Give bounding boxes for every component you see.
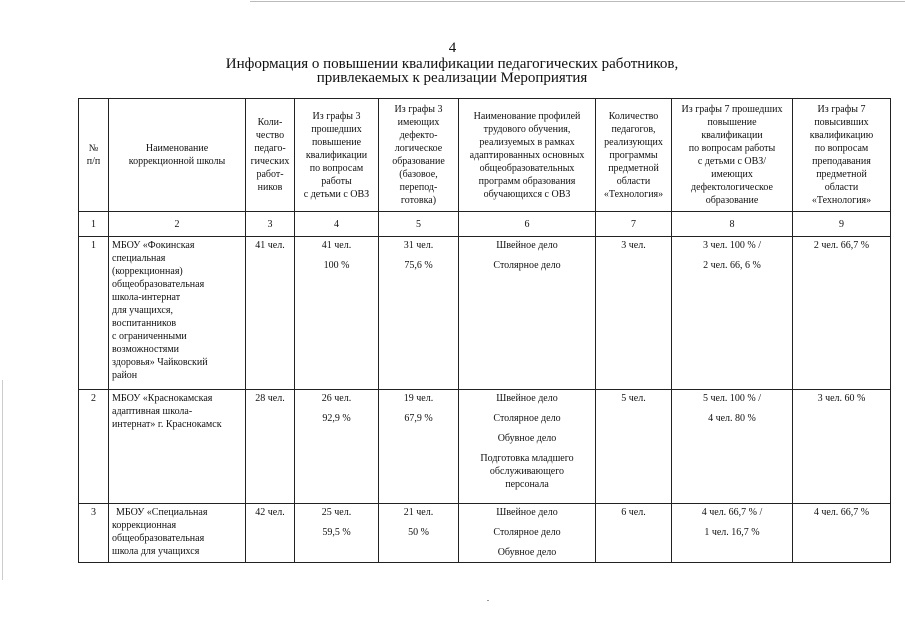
table-row [79, 237, 891, 390]
header-cell [596, 99, 672, 212]
table-row [79, 390, 891, 504]
header-line: предметной [608, 162, 659, 174]
header-line: повышение [311, 136, 362, 148]
header-line: с детьми с ОВЗ [303, 188, 370, 200]
school-line: воспитанников [112, 318, 177, 329]
title-line-2: привлекаемых к реализации Мероприятия [316, 70, 588, 86]
column-number: 1 [79, 212, 109, 237]
header-line: Наименование профилей [473, 110, 581, 122]
trained-count [295, 237, 379, 390]
header-line: преподавания [812, 156, 871, 167]
school-line: район [112, 370, 138, 381]
profile-item: Швейное дело [496, 507, 558, 518]
header-cell [246, 99, 295, 212]
column-number: 9 [793, 212, 891, 237]
school-line: (коррекционная) [112, 266, 183, 277]
school-name [109, 390, 246, 504]
header-line: № [88, 143, 99, 154]
header-line: квалификацию [809, 130, 874, 141]
defect-education-count [379, 504, 459, 563]
header-line: квалификации [701, 130, 763, 141]
header-line: по вопросам работы [688, 143, 776, 154]
school-line: с ограниченными [112, 331, 187, 342]
header-line: перепод- [399, 182, 438, 193]
header-line: общеобразовательных [479, 162, 575, 174]
header-line: коррекционной школы [128, 156, 226, 167]
school-line: адаптивная школа- [112, 406, 193, 417]
profile-item: Обувное дело [497, 433, 557, 444]
school-line: школа для учащихся [112, 546, 200, 557]
trained-count [295, 390, 379, 504]
school-line: специальная [112, 253, 166, 264]
column-number: 6 [459, 212, 596, 237]
header-line: повысивших [814, 117, 869, 128]
column-number: 5 [379, 212, 459, 237]
row-number: 3 [79, 504, 109, 563]
value-line: 92,9 % [322, 413, 351, 424]
page-number: 4 [448, 40, 457, 56]
value-line: 19 чел. [403, 393, 434, 404]
header-cell [793, 99, 891, 212]
table-header-row [79, 99, 891, 212]
value-line: 67,9 % [404, 413, 433, 424]
col8-values [672, 237, 793, 390]
column-number: 4 [295, 212, 379, 237]
school-line: МБОУ «Фокинская [112, 240, 195, 251]
school-line: общеобразовательная [112, 533, 205, 544]
profile-item: Швейное дело [496, 393, 558, 404]
scan-edge-line [250, 1, 905, 2]
defect-education-count [379, 237, 459, 390]
school-line: для учащихся, [112, 305, 173, 316]
teachers-count: 28 чел. [246, 390, 295, 504]
header-line: «Технология» [811, 195, 872, 206]
qualification-table [78, 98, 891, 563]
profiles [459, 390, 596, 504]
school-name [109, 504, 246, 563]
tech-teachers-count: 3 чел. [596, 237, 672, 390]
header-line: квалификации [305, 149, 368, 161]
header-line: имеющих [711, 169, 753, 180]
profile-item: Обувное дело [497, 547, 557, 558]
header-line: имеющих [397, 117, 440, 128]
defect-education-count [379, 390, 459, 504]
value-line: 4 чел. 80 % [708, 413, 756, 424]
header-line: Из графы 7 [817, 104, 866, 115]
school-name [109, 237, 246, 390]
col9-value: 2 чел. 66,7 % [793, 237, 891, 390]
tech-teachers-count: 6 чел. [596, 504, 672, 563]
header-line: образование [392, 156, 445, 167]
header-line: работы [321, 175, 352, 187]
column-number: 2 [109, 212, 246, 237]
value-line: 26 чел. [321, 393, 352, 404]
col9-value: 4 чел. 66,7 % [793, 504, 891, 563]
header-cell [79, 99, 109, 212]
header-cell [295, 99, 379, 212]
profile-item: Швейное дело [496, 240, 558, 251]
profile-item: Столярное дело [493, 260, 561, 271]
document-title [0, 57, 905, 85]
column-number: 7 [596, 212, 672, 237]
header-line: работ- [256, 169, 284, 180]
school-line: общеобразовательная [112, 279, 205, 290]
profiles [459, 237, 596, 390]
value-line: 75,6 % [404, 260, 433, 271]
col8-values [672, 390, 793, 504]
header-line: гических [250, 156, 290, 167]
teachers-count: 42 чел. [246, 504, 295, 563]
school-line: МБОУ «Краснокамская [112, 393, 213, 404]
header-line: «Технология» [603, 188, 664, 200]
value-line: 100 % [323, 260, 350, 271]
header-line: программы [609, 149, 658, 161]
school-line: здоровья» Чайковский [112, 357, 208, 368]
profiles [459, 504, 596, 563]
header-line: по вопросам [309, 162, 364, 174]
school-line: школа-интернат [112, 292, 181, 303]
header-cell [109, 99, 246, 212]
profile-item: Столярное дело [493, 527, 561, 538]
value-line: 41 чел. [321, 240, 352, 251]
header-line: педагогов, [611, 123, 656, 135]
col9-value: 3 чел. 60 % [793, 390, 891, 504]
header-line: п/п [86, 156, 101, 167]
header-line: чество [255, 130, 285, 141]
row-number: 2 [79, 390, 109, 504]
header-line: предметной [816, 169, 867, 180]
value-line: 50 % [408, 527, 429, 538]
header-line: дефекто- [399, 130, 438, 141]
scan-edge-shadow [2, 380, 4, 580]
header-line: Коли- [257, 117, 283, 128]
header-line: образование [705, 195, 759, 206]
school-line: коррекционная [112, 520, 177, 531]
profile-item: Столярное дело [493, 413, 561, 424]
header-line: Наименование [145, 143, 209, 154]
header-line: реализуемых в рамках [479, 136, 575, 148]
profile-item: Подготовка младшего обслуживающего персонала [480, 453, 574, 490]
header-cell [459, 99, 596, 212]
value-line: 5 чел. 100 % / [702, 393, 762, 404]
col8-values [672, 504, 793, 563]
school-line: интернат» г. Краснокамск [112, 419, 222, 430]
column-number: 8 [672, 212, 793, 237]
trained-count [295, 504, 379, 563]
header-line: ников [257, 182, 283, 193]
value-line: 25 чел. [321, 507, 352, 518]
header-line: логическое [394, 143, 443, 154]
header-line: Из графы 7 прошедших [681, 104, 783, 115]
row-number: 1 [79, 237, 109, 390]
header-line: области [616, 175, 651, 187]
value-line: 31 чел. [403, 240, 434, 251]
header-line: обучающихся с ОВЗ [483, 188, 571, 200]
title-line-1: Информация о повышении квалификации педагогических работников, [225, 56, 679, 72]
table-row [79, 504, 891, 563]
header-line: области [824, 182, 859, 193]
tech-teachers-count: 5 чел. [596, 390, 672, 504]
header-line: с детьми с ОВЗ/ [697, 156, 767, 167]
column-number-row [79, 212, 891, 237]
teachers-count: 41 чел. [246, 237, 295, 390]
header-line: реализующих [604, 136, 663, 148]
school-line: возможностями [112, 344, 180, 355]
header-cell [672, 99, 793, 212]
column-number: 3 [246, 212, 295, 237]
header-line: (базовое, [399, 169, 438, 180]
header-line: трудового обучения, [483, 123, 571, 135]
value-line: 2 чел. 66, 6 % [703, 260, 761, 271]
header-line: по вопросам [814, 143, 869, 154]
value-line: 59,5 % [322, 527, 351, 538]
header-line: дефектологическое [691, 182, 773, 193]
value-line: 21 чел. [403, 507, 434, 518]
header-line: Из графы 3 [394, 104, 443, 115]
header-line: Количество [608, 110, 659, 122]
header-line: Из графы 3 [312, 110, 361, 122]
header-line: повышение [707, 117, 757, 128]
value-line: 4 чел. 66,7 % / [701, 507, 763, 518]
school-line: МБОУ «Специальная [116, 507, 208, 518]
header-cell [379, 99, 459, 212]
header-line: адаптированных основных [469, 149, 585, 161]
value-line: 1 чел. 16,7 % [704, 527, 760, 538]
header-line: готовка) [400, 195, 437, 206]
value-line: 3 чел. 100 % / [702, 240, 762, 251]
header-line: прошедших [311, 123, 362, 135]
scan-speck [487, 600, 489, 601]
header-line: педаго- [254, 143, 286, 154]
header-line: программ образования [478, 175, 576, 187]
